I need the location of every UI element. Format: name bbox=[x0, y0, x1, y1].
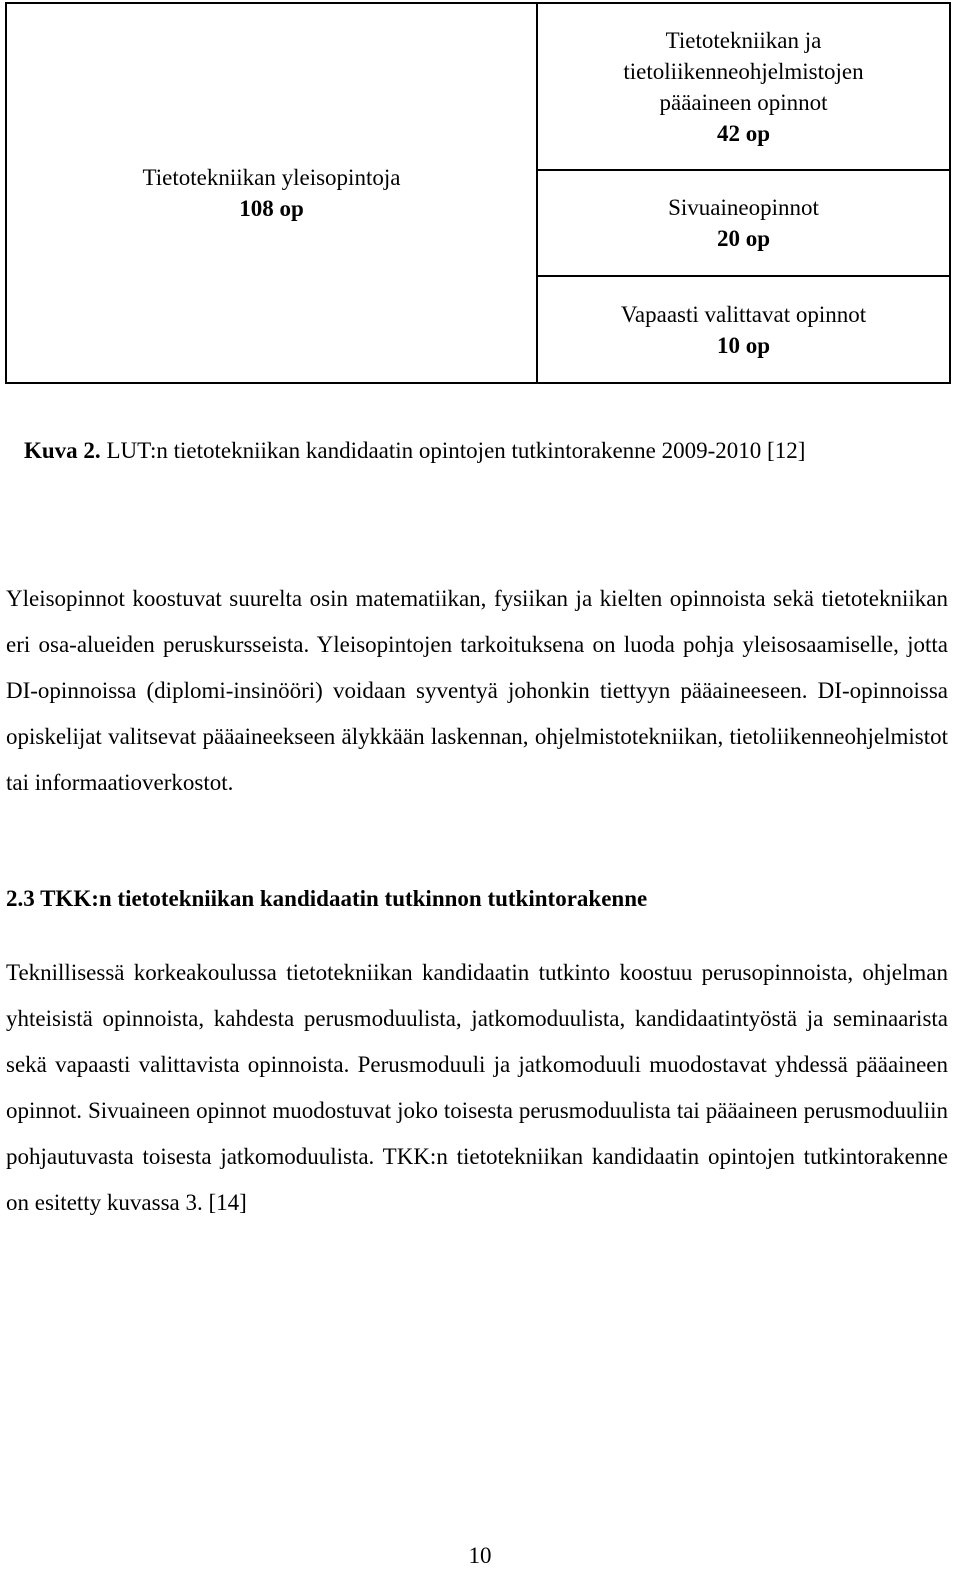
major-studies-title-line: pääaineen opinnot bbox=[659, 89, 828, 115]
section-heading: 2.3 TKK:n tietotekniikan kandidaatin tutkinnon tutkintorakenne bbox=[6, 886, 648, 911]
body-paragraph-tkk-structure: Teknillisessä korkeakoulussa tietotekniikan kandidaatin tutkinto koostuu perusopinnoista, ohjelman yhteisistä opinnoista, kahdesta perusmoduulista, jatkomoduulista, kandidaatintyöstä ja seminaarista sekä vapaasti valittavista opinnoista. Perusmoduuli ja jatkomoduuli muodostavat yhdessä pääaineen opinnot. Sivuaineen opinnot muodostuvat joko toisesta perusmoduulista tai pääaineen perusmoduuliin pohjautuvasta toisesta jatkomoduulista. TKK:n tietotekniikan kandidaatin opintojen tutkintorakenne on esitetty kuvassa 3. [14] bbox=[6, 960, 948, 1215]
major-studies-box bbox=[538, 4, 949, 171]
major-studies-credits: 42 op bbox=[716, 120, 771, 146]
page-number: 10 bbox=[468, 1543, 492, 1568]
general-studies-box bbox=[7, 4, 538, 382]
minor-studies-credits: 20 op bbox=[716, 226, 771, 251]
degree-structure-diagram bbox=[5, 2, 951, 384]
figure-caption bbox=[24, 436, 805, 466]
elective-studies-title: Vapaasti valittavat opinnot bbox=[620, 301, 867, 327]
figure-caption-text: LUT:n tietotekniikan kandidaatin opintojen tutkintorakenne 2009-2010 [12] bbox=[100, 438, 806, 463]
elective-studies-credits: 10 op bbox=[716, 332, 771, 358]
major-studies-title-line: tietoliikenneohjelmistojen bbox=[623, 58, 864, 84]
body-paragraph-general-studies: Yleisopinnot koostuvat suurelta osin matematiikan, fysiikan ja kielten opinnoista sekä tietotekniikan eri osa-alueiden peruskursseista. Yleisopintojen tarkoituksena on luoda pohja yleisosaamiselle, jotta DI-opinnoissa (diplomi-insinööri) voidaan syventyä johonkin tiettyyn pääaineeseen. DI-opinnoissa opiskelijat valitsevat pääaineekseen älykkään laskennan, ohjelmistotekniikan, tietoliikenneohjelmistot tai informaatioverkostot. bbox=[6, 586, 948, 795]
minor-studies-title: Sivuaineopinnot bbox=[668, 195, 819, 220]
general-studies-title: Tietotekniikan yleisopintoja bbox=[142, 165, 401, 190]
elective-studies-box bbox=[538, 277, 949, 382]
minor-studies-box bbox=[538, 171, 949, 277]
major-studies-title-line: Tietotekniikan ja bbox=[665, 27, 822, 53]
figure-caption-label: Kuva 2. bbox=[24, 438, 101, 463]
general-studies-credits: 108 op bbox=[239, 196, 304, 221]
